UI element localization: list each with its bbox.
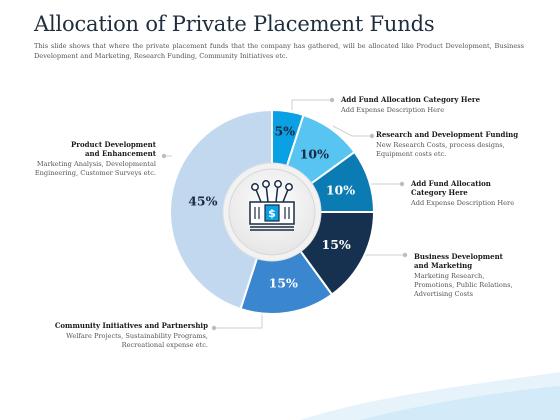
annotation-community-desc-1: Welfare Projects, Sustainability Programs, — [66, 332, 208, 340]
connector-line-5 — [214, 313, 262, 328]
annotation-research-desc-1: New Research Costs, process designs, — [376, 141, 505, 149]
annotation-business-heading-2: and Marketing — [414, 261, 473, 270]
annotation-business-heading-1: Business Development — [414, 252, 503, 261]
annotation-product — [26, 140, 156, 178]
connector-dot-1 — [330, 98, 334, 102]
annotation-community-desc-2: Recreational expense etc. — [121, 341, 208, 349]
annotation-fund-top-desc: Add Expense Description Here — [341, 106, 445, 114]
annotation-business-desc-1: Marketing Research, — [414, 272, 485, 280]
annotation-fund-mid-heading-2: Category Here — [411, 188, 468, 197]
connector-line-1 — [292, 100, 332, 110]
annotation-community — [30, 321, 208, 350]
annotation-fund-mid — [411, 179, 541, 208]
annotation-business-desc-3: Advertising Costs — [414, 290, 474, 298]
slice-community-value-label: 15% — [268, 275, 298, 291]
annotation-research-heading: Research and Development Funding — [376, 130, 519, 139]
slice-fund-top-value-label: 5% — [274, 123, 296, 139]
connector-dot-3 — [400, 182, 404, 186]
page-subtitle: This slide shows that where the private placement funds that the company has gathered, will be allocated like Product Development, Business Development and Marketing, Research Funding, Community Initiatives etc. — [34, 42, 524, 60]
slice-research-value-label: 10% — [299, 146, 329, 162]
annotation-product-desc-1: Marketing Analysis, Developmental — [36, 160, 156, 168]
annotation-business-desc-2: Promotions, Public Relations, — [414, 281, 513, 289]
annotation-fund-top — [341, 95, 531, 115]
page-title: Allocation of Private Placement Funds — [34, 12, 435, 36]
annotation-fund-top-heading: Add Fund Allocation Category Here — [341, 95, 481, 104]
annotation-fund-mid-heading-1: Add Fund Allocation — [411, 179, 491, 188]
annotation-product-heading-1: Product Development — [71, 140, 156, 149]
slice-fund-mid-value-label: 10% — [325, 182, 356, 198]
annotation-product-heading-2: and Enhancement — [85, 149, 156, 158]
connector-dot-2 — [370, 134, 374, 138]
slice-product-value-label: 45% — [188, 193, 218, 209]
annotation-fund-mid-desc: Add Expense Description Here — [411, 199, 515, 207]
annotation-community-heading: Community Initiatives and Partnership — [54, 321, 208, 330]
annotation-product-desc-2: Engineering, Customer Surveys etc. — [34, 169, 156, 177]
annotation-research — [376, 130, 546, 159]
annotation-business — [414, 252, 544, 299]
dollar-symbol: $ — [268, 207, 276, 220]
annotation-research-desc-2: Equipment costs etc. — [376, 150, 447, 158]
center-icon-group — [223, 163, 321, 261]
connector-dot-5 — [212, 326, 216, 330]
slice-business-value-label: 15% — [321, 237, 351, 253]
connector-dot-6 — [162, 154, 166, 158]
connector-dot-4 — [403, 253, 407, 257]
